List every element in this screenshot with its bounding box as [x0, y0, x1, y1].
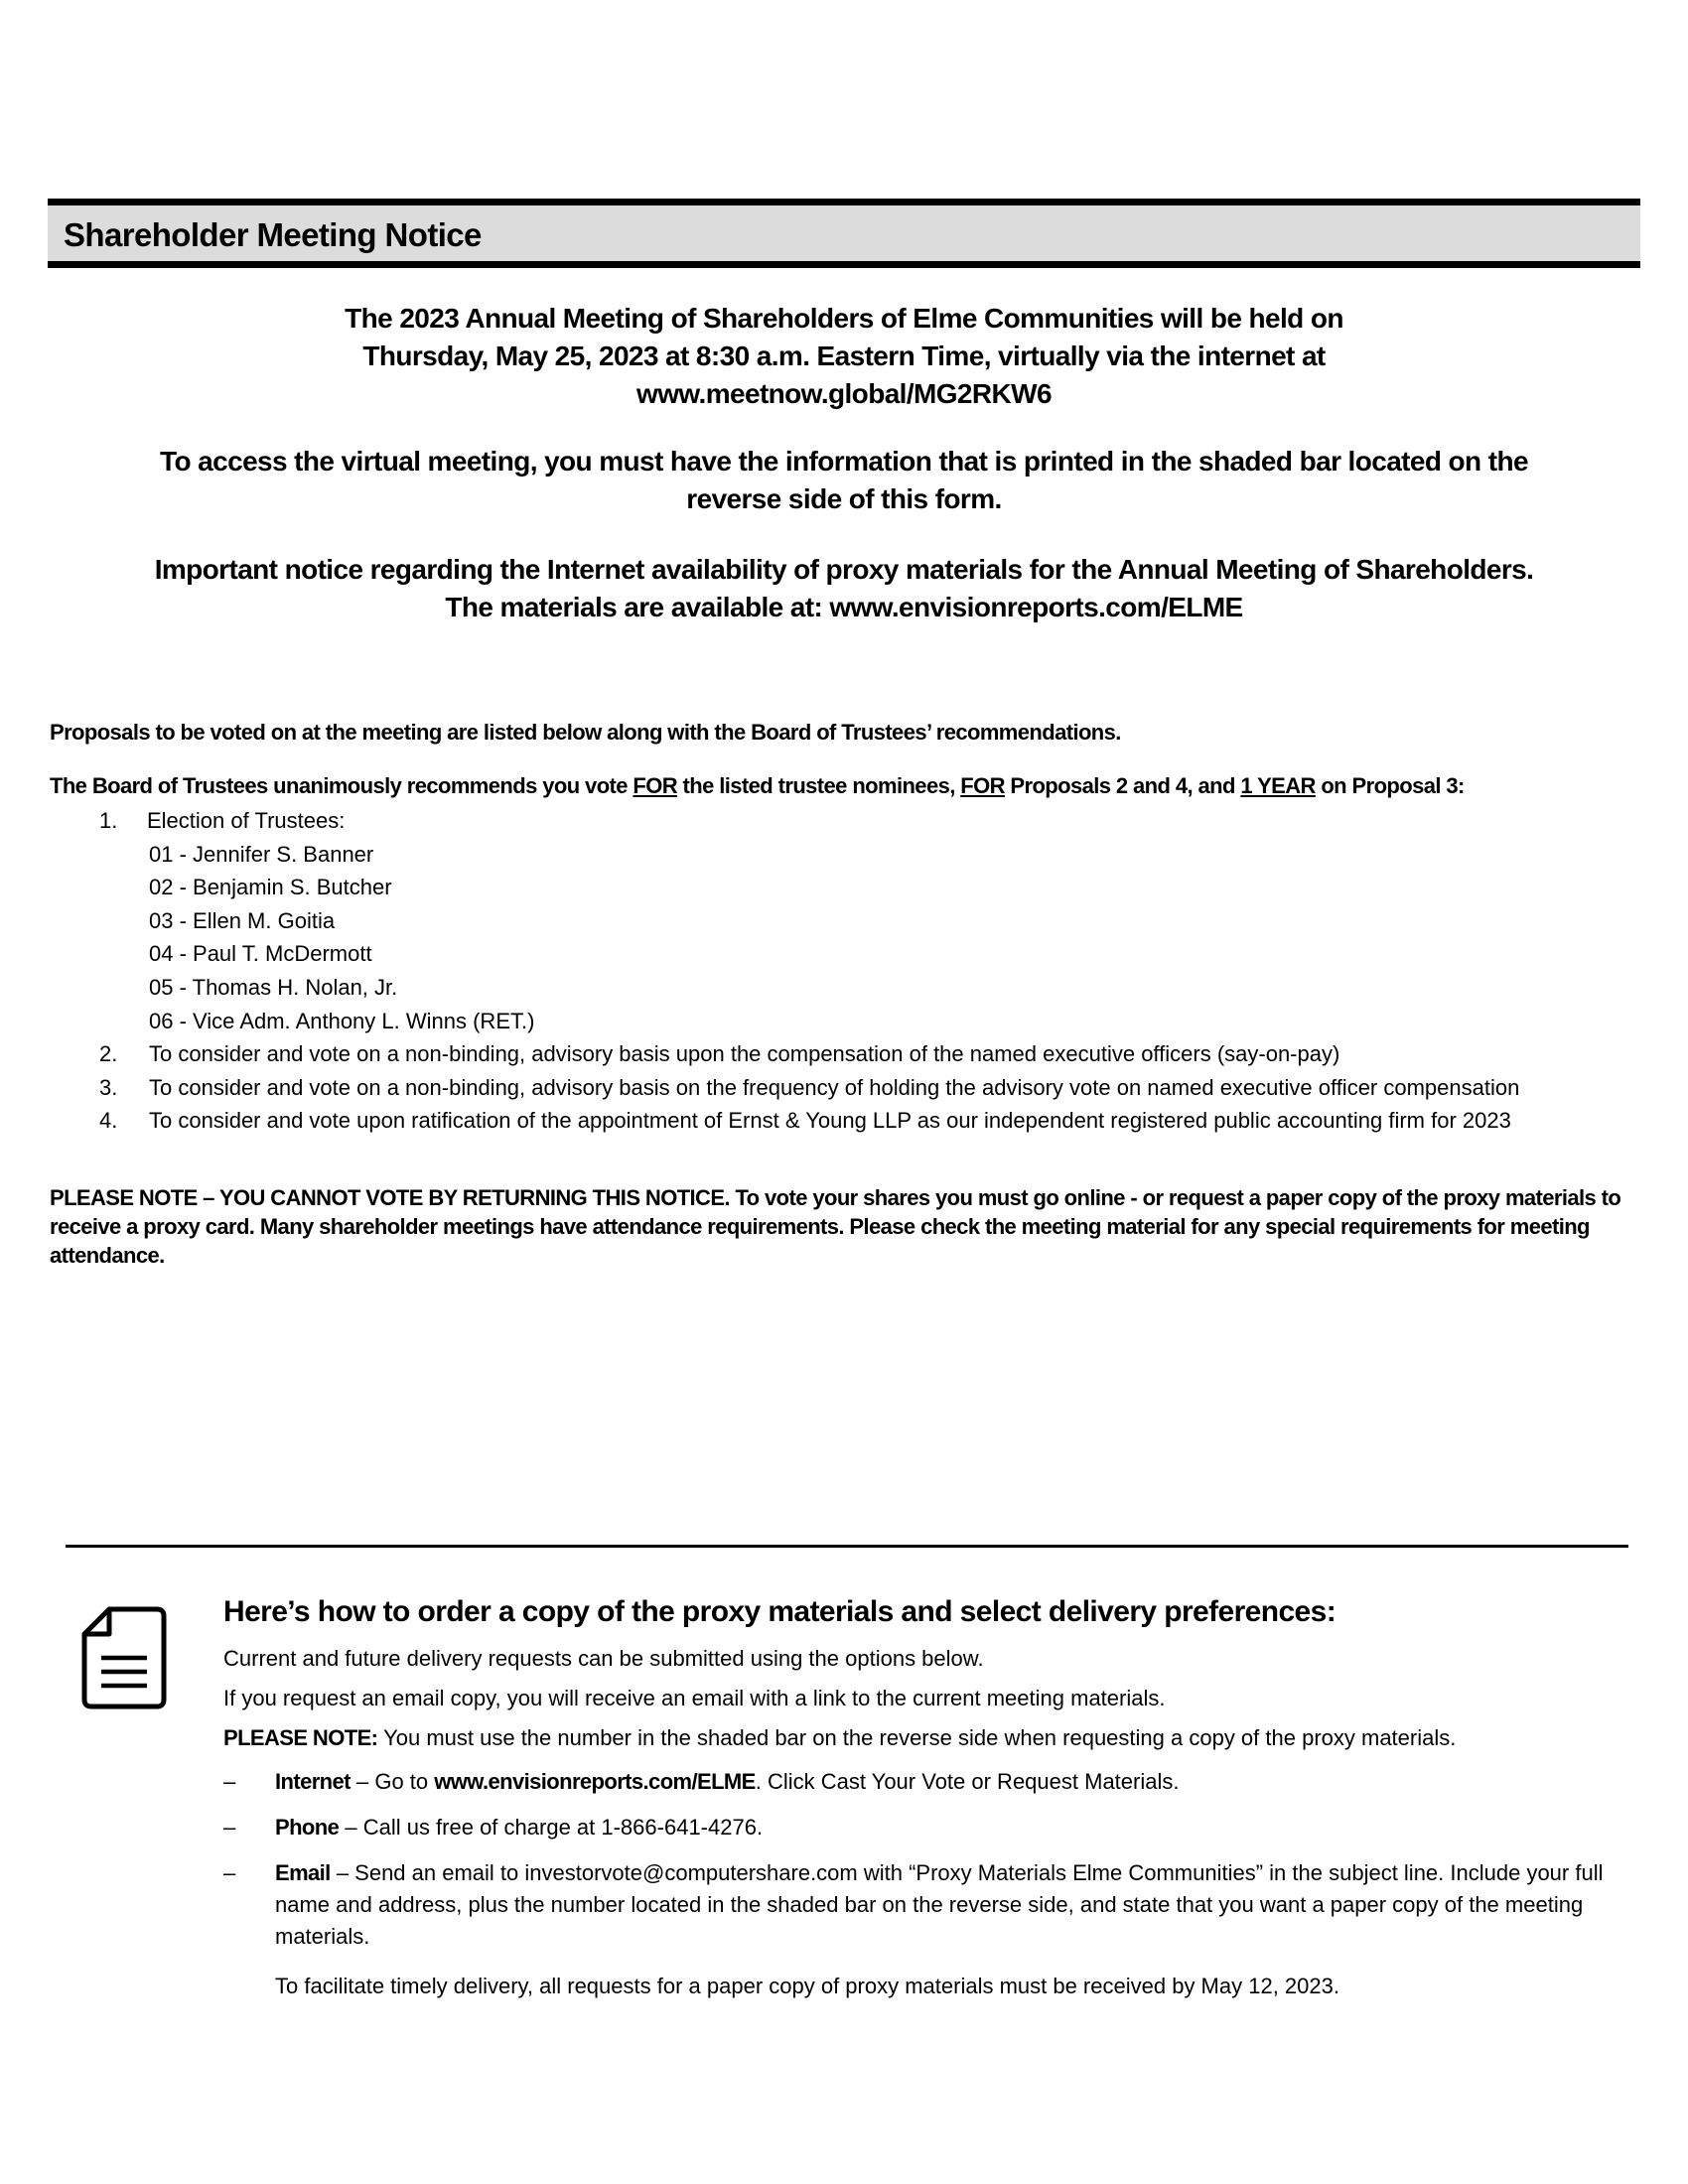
nominee-name: 02 - Benjamin S. Butcher	[149, 875, 392, 900]
proposals-intro: Proposals to be voted on at the meeting are listed below along with the Board of Trustees’ recommendations.	[50, 720, 1121, 745]
proposal-list	[50, 804, 1658, 1138]
rec-text-c: Proposals 2 and 4, and	[1004, 773, 1241, 798]
dash-bullet: –	[223, 1860, 236, 1885]
page-title: Shareholder Meeting Notice	[64, 216, 482, 253]
board-recommendation	[50, 772, 1465, 800]
nominee-name: 03 - Ellen M. Goitia	[149, 907, 336, 933]
internet-text-b: . Click Cast Your Vote or Request Materials.	[755, 1769, 1180, 1794]
option-email	[223, 1857, 1653, 1953]
option-phone	[223, 1812, 1653, 1843]
access-info	[99, 443, 1589, 518]
deadline-text: To facilitate timely delivery, all requests for a paper copy of proxy materials must be received by May 12, 2023.	[275, 1974, 1339, 1998]
header-bar	[48, 199, 1640, 268]
nominee-name: 05 - Thomas H. Nolan, Jr.	[149, 974, 398, 1000]
notice-line-2: The materials are available at: www.envisionreports.com/ELME	[445, 592, 1243, 622]
nominee-item	[50, 904, 1658, 938]
order-note-text: You must use the number in the shaded bar on the reverse side when requesting a copy of the proxy materials.	[377, 1725, 1457, 1750]
order-note-label: PLEASE NOTE:	[223, 1725, 378, 1750]
proposal-text: To consider and vote on a non-binding, advisory basis on the frequency of holding the advisory vote on named executive officer compensation	[149, 1074, 1520, 1100]
phone-text: – Call us free of charge at 1-866-641-4276.	[339, 1815, 764, 1840]
proposal-text: To consider and vote upon ratification of the appointment of Ernst & Young LLP as our independent registered public accounting firm for 2023	[149, 1108, 1511, 1134]
nominee-name: 06 - Vice Adm. Anthony L. Winns (RET.)	[149, 1008, 535, 1033]
proposal-number: 1.	[99, 808, 118, 833]
proposal-item	[50, 1037, 1658, 1071]
proposal-number: 3.	[99, 1074, 118, 1100]
notice-line-1: Important notice regarding the Internet availability of proxy materials for the Annual Meeting of Shareholders.	[154, 554, 1534, 585]
nominee-name: 04 - Paul T. McDermott	[149, 941, 372, 967]
rec-for-1: FOR	[633, 773, 678, 798]
nominee-item	[50, 971, 1658, 1005]
availability-notice	[99, 551, 1589, 626]
rec-text-d: on Proposal 3:	[1315, 773, 1465, 798]
dash-bullet: –	[223, 1815, 236, 1840]
nominee-name: 01 - Jennifer S. Banner	[149, 841, 374, 867]
proposal-item	[50, 1071, 1658, 1105]
document-icon	[81, 1606, 167, 1709]
email-label: Email	[275, 1860, 331, 1885]
nominee-item	[50, 838, 1658, 872]
request-deadline	[223, 1971, 1653, 2002]
proposal-text: To consider and vote on a non-binding, advisory basis upon the compensation of the named executive officers (say-on-pay)	[149, 1041, 1340, 1067]
rec-1-year: 1 YEAR	[1240, 773, 1316, 798]
section-divider	[66, 1545, 1628, 1548]
order-note	[223, 1724, 1653, 1752]
option-internet	[223, 1766, 1653, 1798]
dash-bullet: –	[223, 1769, 236, 1794]
meeting-line-2: Thursday, May 25, 2023 at 8:30 a.m. Eastern Time, virtually via the internet at	[362, 341, 1326, 371]
meeting-url[interactable]: www.meetnow.global/MG2RKW6	[636, 378, 1052, 409]
internet-url[interactable]: www.envisionreports.com/ELME	[434, 1769, 756, 1794]
nominee-item	[50, 871, 1658, 904]
order-paragraph-1: Current and future delivery requests can be submitted using the options below.	[223, 1646, 984, 1671]
rec-text-a: The Board of Trustees unanimously recommends you vote	[50, 773, 633, 798]
internet-text-a: – Go to	[350, 1769, 435, 1794]
access-line-1: To access the virtual meeting, you must have the information that is printed in the shaded bar located on the	[160, 446, 1528, 477]
email-text: – Send an email to investorvote@computershare.com with “Proxy Materials Elme Communities” in the subject line. Include your full name and address, plus the number located in the shaded bar on the reverse side, and state that you want a paper copy of the meeting materials.	[275, 1860, 1604, 1949]
internet-label: Internet	[275, 1769, 351, 1794]
please-note-paragraph: PLEASE NOTE – YOU CANNOT VOTE BY RETURNING THIS NOTICE. To vote your shares you must go online - or request a paper copy of the proxy materials to receive a proxy card. Many shareholder meetings have attendance requirements. Please check the meeting material for any special requirements for meeting attendance.	[50, 1185, 1621, 1268]
order-materials-section	[223, 1593, 1653, 2002]
proposal-number: 2.	[99, 1041, 118, 1067]
order-title: Here’s how to order a copy of the proxy materials and select delivery preferences:	[223, 1595, 1336, 1628]
order-paragraph-2: If you request an email copy, you will receive an email with a link to the current meeting materials.	[223, 1686, 1166, 1710]
access-line-2: reverse side of this form.	[686, 483, 1002, 514]
rec-for-2: FOR	[960, 773, 1005, 798]
proposal-item	[50, 1104, 1658, 1138]
proposal-text: Election of Trustees:	[147, 808, 346, 833]
nominee-item	[50, 937, 1658, 971]
proposal-number: 4.	[99, 1108, 118, 1134]
nominee-item	[50, 1005, 1658, 1038]
proposal-item	[50, 804, 1658, 838]
rec-text-b: the listed trustee nominees,	[677, 773, 961, 798]
phone-label: Phone	[275, 1815, 340, 1840]
meeting-info	[99, 300, 1589, 413]
meeting-line-1: The 2023 Annual Meeting of Shareholders of Elme Communities will be held on	[345, 303, 1343, 334]
